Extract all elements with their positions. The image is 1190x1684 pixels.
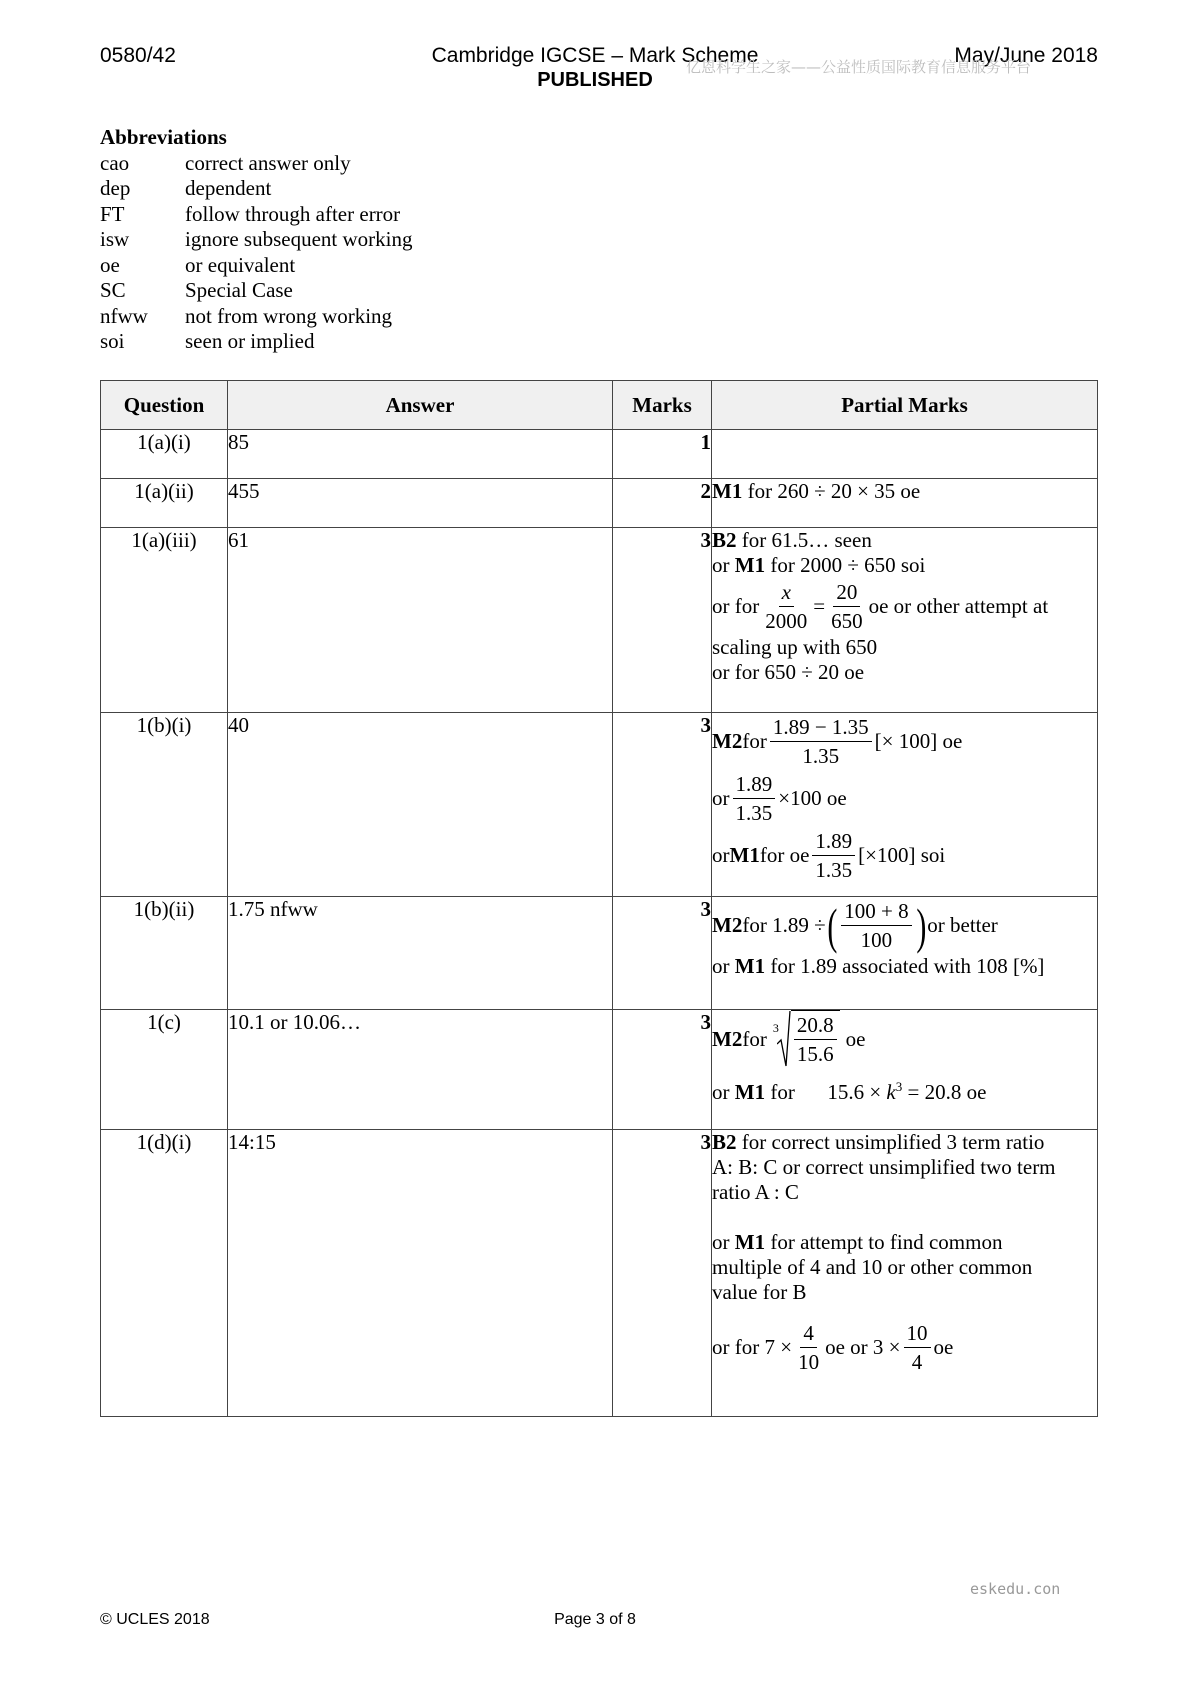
- partial-marks-cell: [712, 1010, 1098, 1130]
- mark-text: or: [712, 1230, 735, 1254]
- fraction: [904, 1319, 931, 1376]
- mark-text: or: [712, 786, 730, 810]
- answer-cell: 61: [228, 528, 613, 713]
- mark-text: for 260 ÷ 20 × 35 oe: [742, 479, 921, 503]
- marks-cell: 3: [613, 897, 712, 1010]
- question-cell: 1(a)(i): [101, 430, 228, 479]
- abbreviation-row: [100, 304, 412, 330]
- fraction-numerator: 20: [833, 578, 860, 607]
- fraction-numerator: 10: [904, 1319, 931, 1348]
- fraction-denominator: 1.35: [815, 858, 853, 882]
- mark-text: multiple of 4 and 10 or other common: [712, 1255, 1033, 1279]
- marks-cell: 3: [613, 528, 712, 713]
- abbreviation-row: [100, 329, 412, 355]
- header-answer: Answer: [228, 381, 613, 430]
- table-row: [101, 528, 1098, 713]
- document-status: PUBLISHED: [537, 69, 653, 91]
- fraction: [812, 827, 855, 884]
- question-cell: 1(c): [101, 1010, 228, 1130]
- watermark: 亿恩科学生之家——公益性质国际教育信息服务平台: [686, 58, 1032, 76]
- marks-cell: 2: [613, 479, 712, 528]
- mark-text: or: [712, 843, 730, 867]
- fraction-numerator: 100 + 8: [841, 897, 911, 926]
- right-parenthesis-icon: ): [915, 897, 926, 954]
- table-row: [101, 1130, 1098, 1417]
- page-number: Page 3 of 8: [554, 1611, 636, 1628]
- mark-text: for 2000 ÷ 650 soi: [765, 553, 926, 577]
- exam-session: May/June 2018: [954, 44, 1098, 67]
- abbreviation-code: cao: [100, 150, 130, 175]
- partial-marks-cell: [712, 713, 1098, 897]
- table-row: [101, 897, 1098, 1010]
- mark-text: or better: [927, 913, 998, 937]
- abbreviation-row: [100, 176, 412, 202]
- fraction-numerator: 1.89: [733, 770, 776, 799]
- mark-text: scaling up with 650: [712, 635, 878, 659]
- site-watermark: eskedu.con: [970, 1580, 1061, 1598]
- mark-text: ×100 oe: [778, 786, 847, 810]
- abbreviation-code: soi: [100, 329, 125, 353]
- mark-code: M2: [712, 729, 743, 753]
- abbreviation-row: [100, 278, 412, 304]
- fraction-numerator: 1.89 − 1.35: [770, 713, 872, 742]
- abbreviation-row: [100, 202, 412, 228]
- marks-cell: 3: [613, 713, 712, 897]
- math-variable: k: [886, 1080, 896, 1104]
- table-header-row: [101, 381, 1098, 430]
- partial-marks-cell: [712, 479, 1098, 528]
- fraction-numerator: 1.89: [812, 827, 855, 856]
- abbreviation-code: isw: [100, 227, 130, 251]
- header-question: Question: [101, 381, 228, 430]
- abbreviation-meaning: correct answer only: [185, 150, 351, 175]
- mark-code: M2: [712, 913, 743, 937]
- mark-text: oe or other attempt at: [868, 594, 1049, 618]
- mark-text: oe: [933, 1335, 954, 1359]
- abbreviation-meaning: dependent: [185, 176, 272, 200]
- mark-text: [×100] soi: [858, 843, 946, 867]
- fraction-denominator: 10: [798, 1350, 820, 1374]
- answer-cell: 10.1 or 10.06…: [228, 1010, 613, 1130]
- abbreviations-list: [100, 125, 412, 355]
- math-operator: =: [813, 594, 826, 618]
- table-row: [101, 1010, 1098, 1130]
- fraction-denominator: 1.35: [802, 744, 840, 768]
- question-cell: 1(b)(i): [101, 713, 228, 897]
- abbreviation-row: [100, 227, 412, 253]
- mark-text: or: [712, 954, 735, 978]
- mark-text: for correct unsimplified 3 term ratio: [736, 1130, 1045, 1154]
- abbreviation-row: [100, 253, 412, 279]
- abbreviation-row: [100, 151, 412, 177]
- fraction-denominator: 15.6: [796, 1042, 834, 1066]
- marks-cell: 3: [613, 1130, 712, 1417]
- mark-text: for: [742, 1026, 767, 1051]
- fraction: [733, 770, 776, 827]
- mark-scheme-table: [100, 380, 1098, 1417]
- table-row: [101, 430, 1098, 479]
- mark-code: M1: [734, 954, 766, 978]
- abbreviation-code: SC: [100, 278, 126, 302]
- answer-cell: 85: [228, 430, 613, 479]
- answer-cell: 1.75 nfww: [228, 897, 613, 1010]
- fraction: [795, 1319, 822, 1376]
- fraction-denominator: 650: [831, 609, 863, 633]
- answer-cell: 455: [228, 479, 613, 528]
- marks-cell: 1: [613, 430, 712, 479]
- answer-cell: 40: [228, 713, 613, 897]
- fraction: [828, 578, 866, 635]
- marks-cell: 3: [613, 1010, 712, 1130]
- mark-text: for oe: [759, 843, 810, 867]
- fraction: [770, 713, 872, 770]
- abbreviation-meaning: follow through after error: [185, 201, 401, 226]
- mark-code: M1: [712, 479, 743, 503]
- mark-text: or for: [712, 594, 760, 618]
- abbreviation-code: oe: [100, 252, 120, 277]
- mark-text: oe: [966, 1080, 987, 1104]
- fraction-numerator: 4: [800, 1319, 817, 1348]
- question-cell: 1(a)(ii): [101, 479, 228, 528]
- mark-code: M1: [734, 1230, 766, 1254]
- fraction-denominator: 1.35: [735, 801, 773, 825]
- mark-text: for 1.89 associated with 108 [%]: [765, 954, 1045, 978]
- mark-code: M2: [712, 1026, 743, 1051]
- fraction-numerator: x: [781, 580, 791, 604]
- mark-text: ratio A : C: [712, 1180, 799, 1204]
- abbreviation-meaning: Special Case: [185, 278, 293, 302]
- fraction: [841, 897, 911, 954]
- document-code: 0580/42: [100, 44, 176, 67]
- abbreviation-code: nfww: [100, 303, 148, 328]
- mark-text: or: [712, 1080, 735, 1104]
- fraction-denominator: 100: [860, 928, 893, 952]
- partial-marks-cell: [712, 528, 1098, 713]
- abbreviation-meaning: seen or implied: [185, 329, 315, 353]
- abbreviations-title: Abbreviations: [100, 125, 227, 149]
- fraction-denominator: 4: [911, 1350, 923, 1374]
- mark-text: value for B: [712, 1280, 807, 1304]
- mark-code: M1: [734, 1080, 766, 1104]
- mark-text: or for 650 ÷ 20 oe: [712, 660, 865, 684]
- mark-text: for attempt to find common: [765, 1230, 1003, 1254]
- mark-code: M1: [734, 553, 766, 577]
- mark-code: M1: [729, 843, 760, 867]
- mark-text: or for 7 ×: [712, 1335, 793, 1359]
- answer-cell: 14:15: [228, 1130, 613, 1417]
- math-expression: = 20.8: [907, 1080, 962, 1104]
- mark-code: B2: [712, 1130, 737, 1154]
- abbreviation-code: dep: [100, 176, 131, 200]
- table-row: [101, 479, 1098, 528]
- partial-marks-cell: [712, 430, 1098, 479]
- table-row: [101, 713, 1098, 897]
- mark-text: oe or 3 ×: [825, 1335, 901, 1359]
- mark-text: for: [765, 1080, 795, 1104]
- math-expression: 15.6 ×: [827, 1080, 882, 1104]
- partial-marks-cell: [712, 897, 1098, 1010]
- question-cell: 1(a)(iii): [101, 528, 228, 713]
- mark-text: oe: [845, 1026, 866, 1051]
- radical-sign-icon: [777, 1010, 791, 1068]
- fraction-denominator: 2000: [765, 609, 808, 633]
- fraction: [794, 1011, 837, 1068]
- question-cell: 1(d)(i): [101, 1130, 228, 1417]
- mark-text: for 1.89 ÷: [742, 913, 826, 937]
- root-index: 3: [772, 1021, 779, 1035]
- header-partial-marks: Partial Marks: [712, 381, 1098, 430]
- footer-copyright: © UCLES 2018: [100, 1611, 210, 1628]
- mark-text: for: [742, 729, 767, 753]
- mark-text: [× 100] oe: [874, 729, 963, 753]
- math-exponent: 3: [895, 1079, 903, 1094]
- abbreviation-code: FT: [100, 201, 125, 226]
- cube-root: [773, 1010, 840, 1068]
- mark-text: A: B: C or correct unsimplified two term: [712, 1155, 1056, 1179]
- document-title: Cambridge IGCSE – Mark Scheme: [431, 44, 759, 67]
- partial-marks-cell: [712, 1130, 1098, 1417]
- question-cell: 1(b)(ii): [101, 897, 228, 1010]
- abbreviation-meaning: not from wrong working: [185, 303, 393, 328]
- fraction-numerator: 20.8: [794, 1011, 837, 1040]
- left-parenthesis-icon: (: [826, 897, 837, 954]
- abbreviation-meaning: or equivalent: [185, 252, 296, 277]
- mark-text: for 61.5… seen: [736, 528, 872, 552]
- abbreviation-meaning: ignore subsequent working: [185, 227, 413, 251]
- fraction: [762, 578, 810, 635]
- header-marks: Marks: [613, 381, 712, 430]
- mark-text: or: [712, 553, 735, 577]
- mark-code: B2: [712, 528, 737, 552]
